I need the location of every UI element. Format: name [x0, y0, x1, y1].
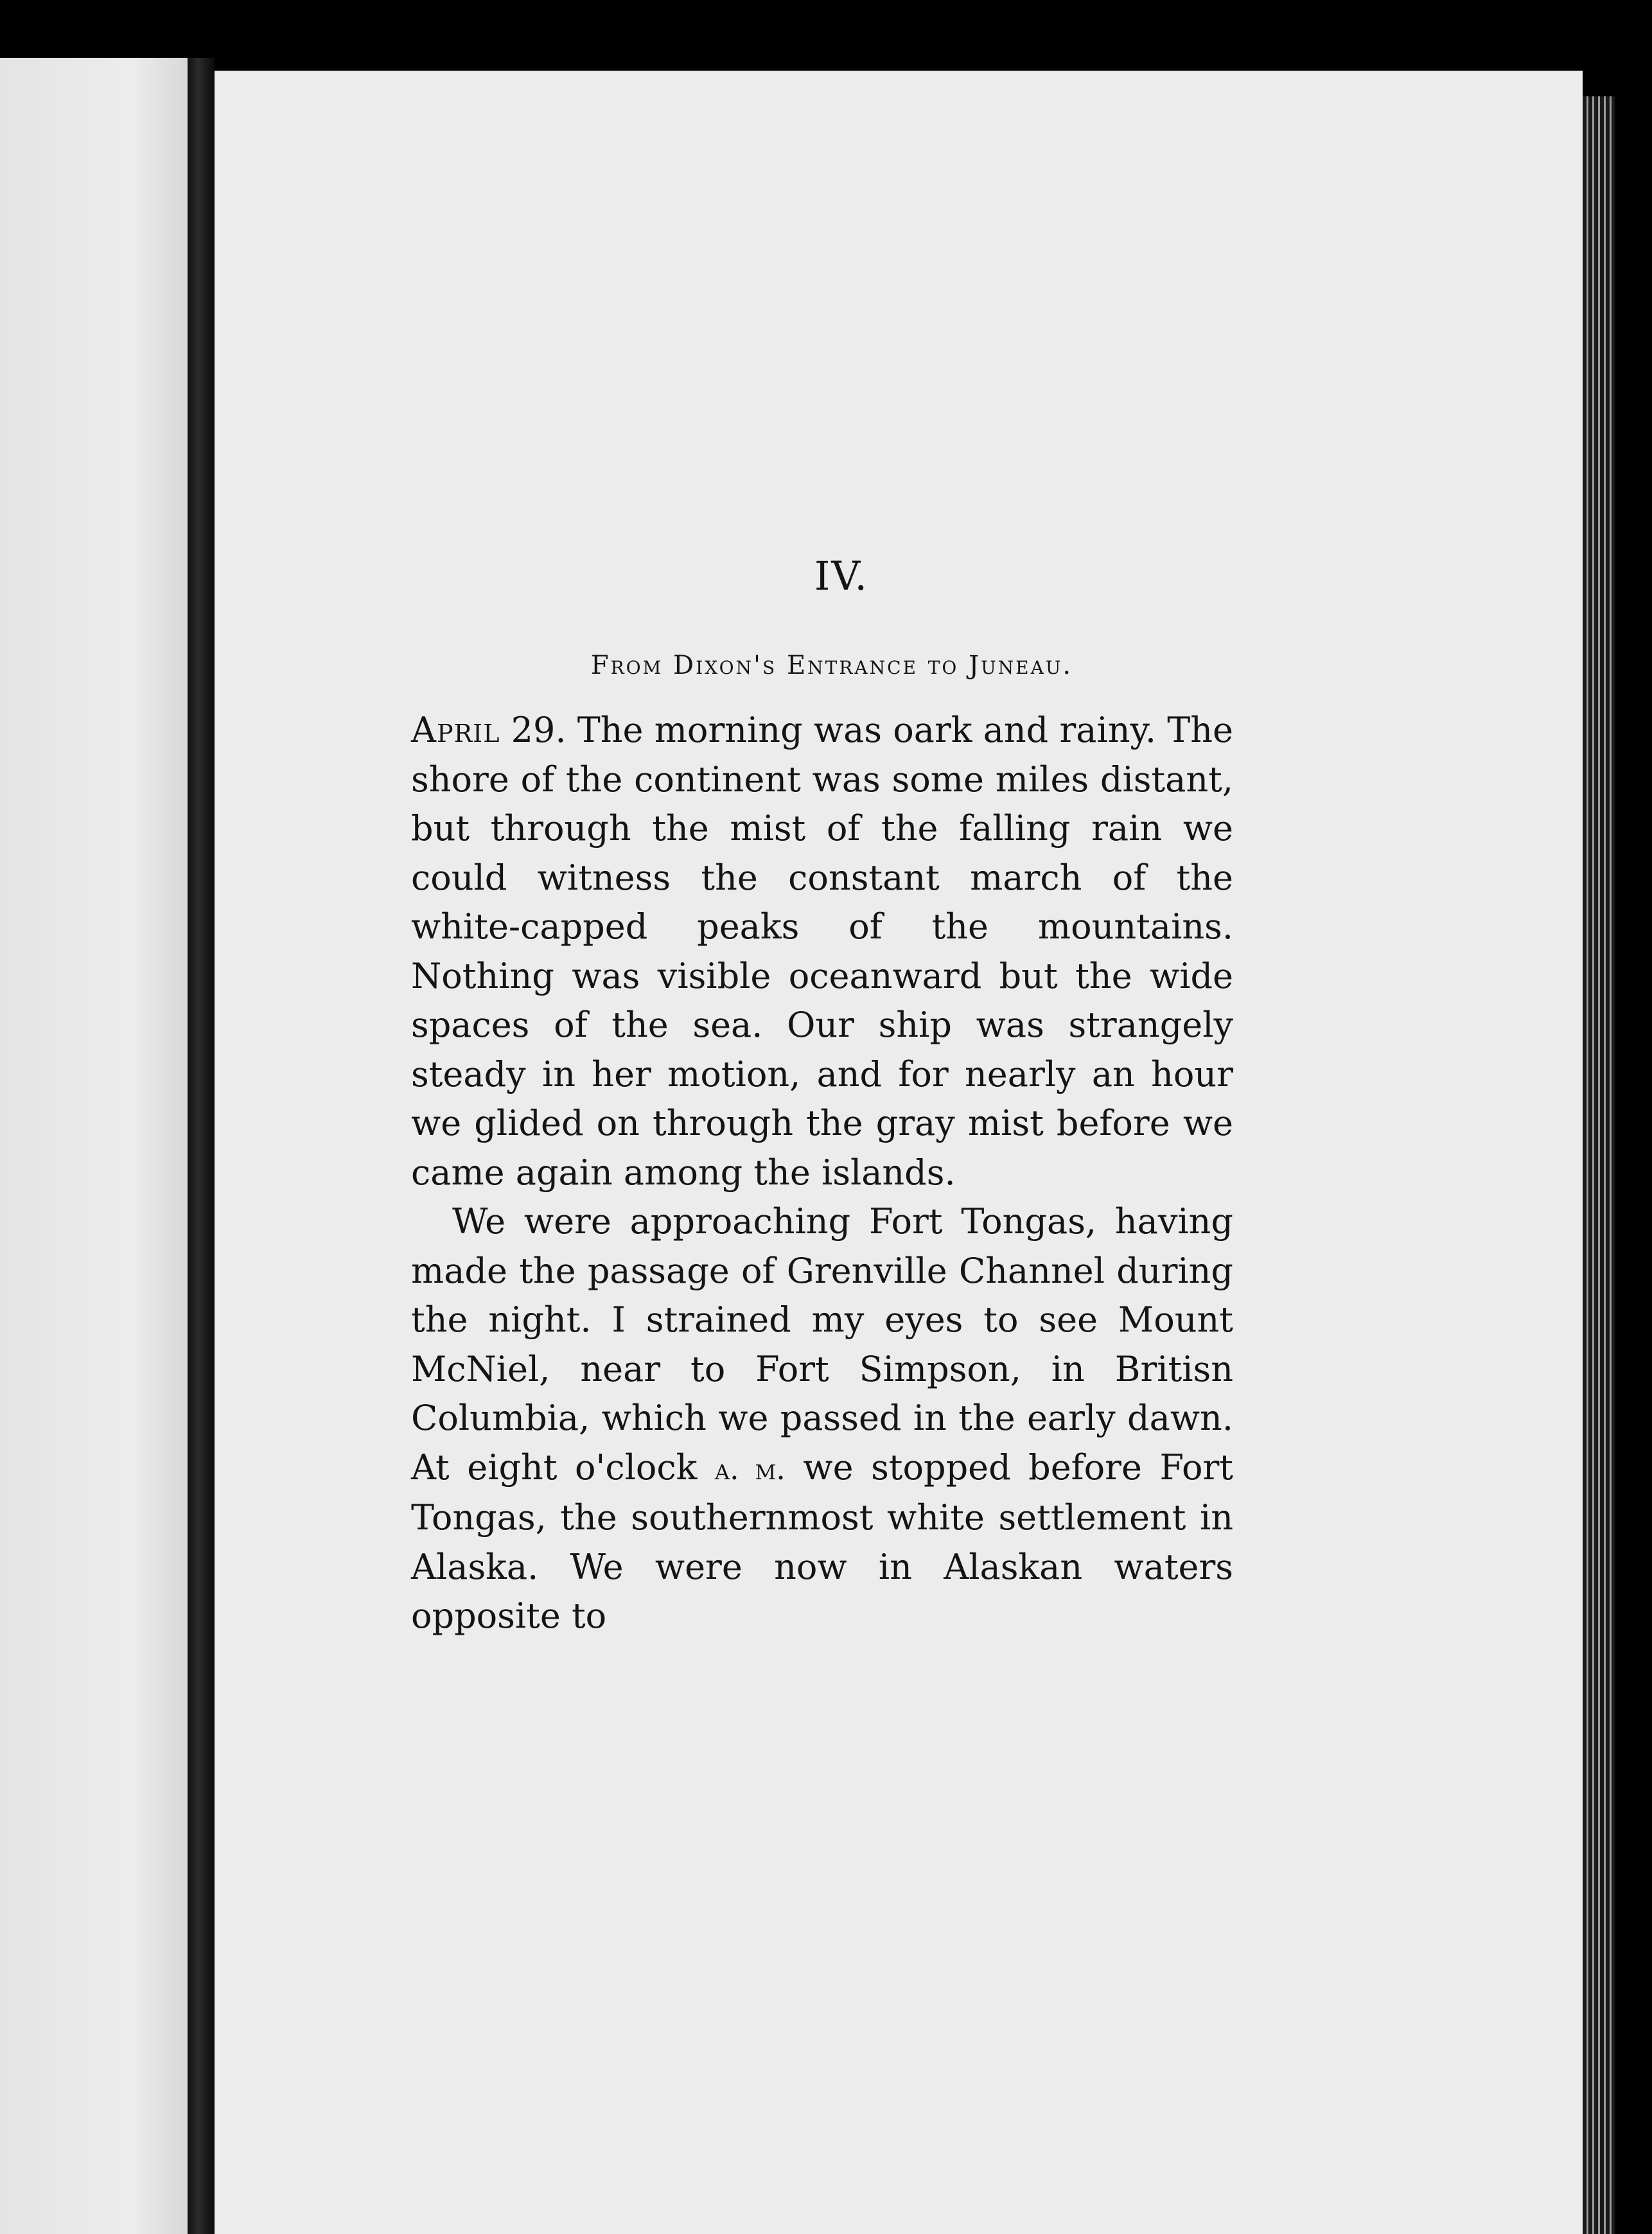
paragraph-1-text: 29. The morning was oark and rainy. The shore of the continent was some miles distant, but through the mist of the falling rain we could witness the constant march of the white-capped peaks of the mountains. Nothing was visible oceanward but the wide spaces of the sea. Our ship was strangely steady in her motion, and for nearly an hour we glided on through the gray mist before we came again among the islands.: [411, 710, 1233, 1193]
paragraph-1-lead: April: [411, 710, 500, 750]
paragraph-2-text-start: We were approaching Fort Tongas, having made the passage of Grenville Channel during the night. I strained my eyes to see Mount McNiel, near to Fort Simpson, in Britisn Columbia, which we passed in the early dawn. At eight o'clock: [411, 1201, 1233, 1488]
facing-page-edge: [0, 58, 188, 2234]
chapter-number: IV.: [814, 552, 869, 599]
paragraph-2-time: a. m.: [714, 1451, 786, 1486]
paragraph-2: [411, 1197, 1233, 1641]
page-text: [411, 552, 1233, 1641]
book-gutter: [188, 58, 215, 2234]
paragraph-1: [411, 706, 1233, 1197]
chapter-title: From Dixon's Entrance to Juneau.: [590, 651, 1073, 680]
page-stack-edge: [1583, 96, 1615, 2234]
paragraph-2-text-end: we stopped before Fort Tongas, the southernmost white settlement in Alaska. We were now in Alaskan waters opposite to: [411, 1447, 1233, 1636]
